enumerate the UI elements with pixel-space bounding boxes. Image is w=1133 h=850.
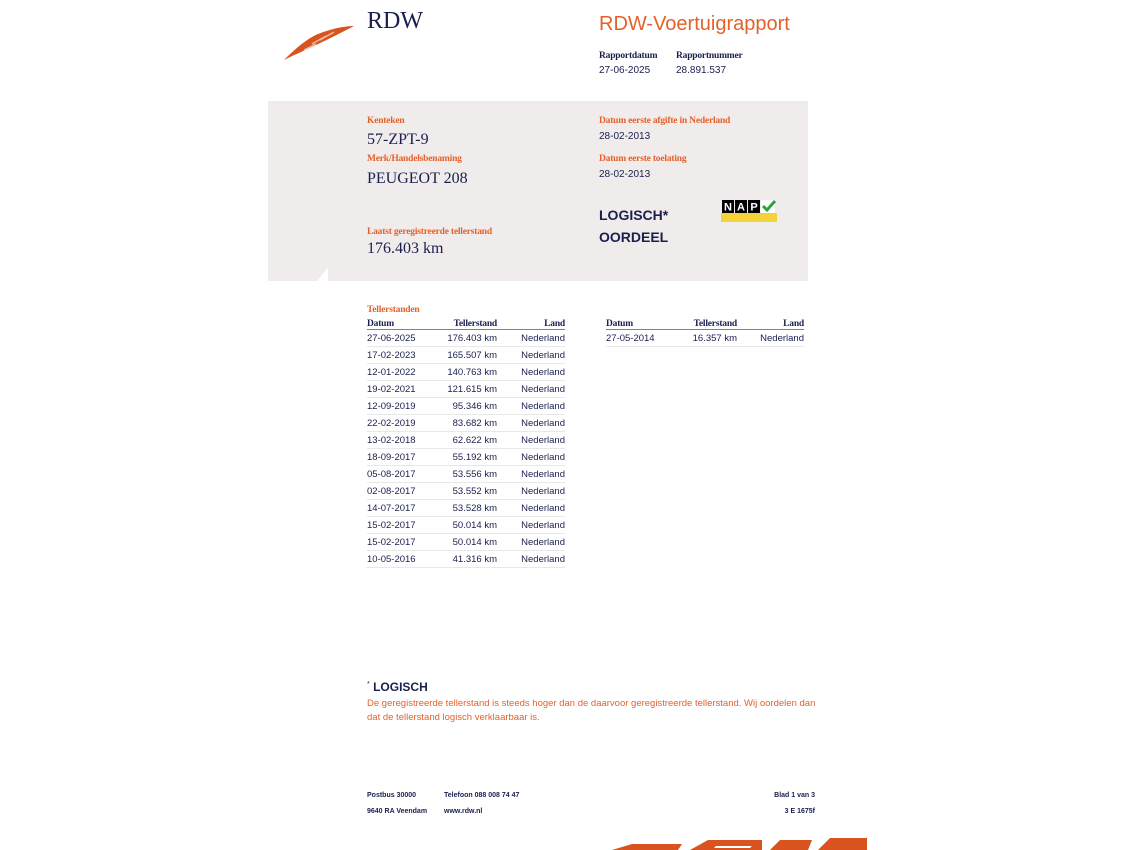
row-reading: 41.316 km	[442, 551, 497, 568]
first-registration-nl-label: Datum eerste afgifte in Nederland	[599, 116, 731, 126]
row-date: 02-08-2017	[367, 483, 442, 500]
col-reading-header: Tellerstand	[686, 319, 737, 330]
verdict	[599, 204, 668, 248]
table-row	[367, 347, 565, 364]
rdw-feather-logo-icon	[282, 22, 356, 62]
row-date: 19-02-2021	[367, 381, 442, 398]
nap-check-logo-icon	[721, 199, 777, 223]
table-header-row	[606, 319, 804, 330]
row-date: 27-06-2025	[367, 330, 442, 347]
first-registration-nl-value: 28-02-2013	[599, 131, 651, 142]
row-country: Nederland	[497, 551, 565, 568]
last-odometer-value: 176.403 km	[367, 240, 444, 257]
row-date: 27-05-2014	[606, 330, 686, 347]
table-row	[367, 415, 565, 432]
report-number-label: Rapportnummer	[676, 51, 743, 61]
table-row	[367, 432, 565, 449]
col-country-header: Land	[737, 319, 804, 330]
table-row	[367, 364, 565, 381]
table-row	[367, 398, 565, 415]
row-reading: 95.346 km	[442, 398, 497, 415]
row-country: Nederland	[497, 517, 565, 534]
report-number-value: 28.891.537	[676, 65, 727, 76]
table-row	[367, 551, 565, 568]
row-country: Nederland	[497, 432, 565, 449]
row-reading: 165.507 km	[442, 347, 497, 364]
plate-value: 57-ZPT-9	[367, 131, 429, 148]
row-reading: 55.192 km	[442, 449, 497, 466]
table-row	[367, 466, 565, 483]
footer-stripes-icon	[612, 836, 867, 850]
row-reading: 50.014 km	[442, 517, 497, 534]
row-reading: 53.552 km	[442, 483, 497, 500]
row-reading: 62.622 km	[442, 432, 497, 449]
verdict-line-1: LOGISCH*	[599, 207, 669, 223]
row-reading: 83.682 km	[442, 415, 497, 432]
row-reading: 50.014 km	[442, 534, 497, 551]
first-admission-label: Datum eerste toelating	[599, 154, 687, 164]
row-reading: 16.357 km	[686, 330, 737, 347]
table-row	[367, 500, 565, 517]
first-admission-value: 28-02-2013	[599, 169, 651, 180]
footer-po-box: Postbus 30000	[367, 792, 417, 799]
verdict-line-2: OORDEEL	[599, 229, 669, 245]
table-row	[367, 517, 565, 534]
row-country: Nederland	[497, 330, 565, 347]
row-country: Nederland	[497, 500, 565, 517]
row-date: 05-08-2017	[367, 466, 442, 483]
row-date: 15-02-2017	[367, 517, 442, 534]
col-date-header: Datum	[367, 319, 442, 330]
table-row	[606, 330, 804, 347]
row-date: 17-02-2023	[367, 347, 442, 364]
row-reading: 53.556 km	[442, 466, 497, 483]
row-date: 12-01-2022	[367, 364, 442, 381]
table-row	[367, 330, 565, 347]
row-country: Nederland	[497, 483, 565, 500]
table-row	[367, 381, 565, 398]
footnote-title	[367, 680, 428, 694]
row-date: 15-02-2017	[367, 534, 442, 551]
col-reading-header: Tellerstand	[442, 319, 497, 330]
row-reading: 121.615 km	[442, 381, 497, 398]
report-date-label: Rapportdatum	[599, 51, 658, 61]
row-date: 22-02-2019	[367, 415, 442, 432]
footnote-marker: *	[367, 681, 370, 688]
row-date: 14-07-2017	[367, 500, 442, 517]
footer-page-number: Blad 1 van 3	[774, 792, 815, 799]
row-date: 18-09-2017	[367, 449, 442, 466]
table-row	[367, 483, 565, 500]
row-date: 12-09-2019	[367, 398, 442, 415]
brand-name: RDW	[367, 8, 423, 34]
row-country: Nederland	[497, 534, 565, 551]
col-date-header: Datum	[606, 319, 686, 330]
report-title: RDW-Voertuigrapport	[599, 13, 790, 35]
make-label: Merk/Handelsbenaming	[367, 154, 462, 164]
footer-phone: Telefoon 088 008 74 47	[444, 792, 520, 799]
last-odometer-label: Laatst geregistreerde tellerstand	[367, 227, 492, 237]
nap-letter-a: A	[737, 201, 745, 214]
panel-notch	[268, 268, 328, 282]
row-country: Nederland	[497, 347, 565, 364]
nap-letter-p: P	[750, 201, 758, 214]
row-country: Nederland	[497, 381, 565, 398]
row-date: 10-05-2016	[367, 551, 442, 568]
row-country: Nederland	[497, 398, 565, 415]
footnote-title-text: LOGISCH	[373, 680, 428, 694]
footnote-text: De geregistreerde tellerstand is steeds hoger dan de daarvoor geregistreerde tellerstand. Wij oordelen dan dat de tellerstand logisch verklaarbaar is.	[367, 698, 816, 723]
plate-label: Kenteken	[367, 116, 405, 126]
report-date-value: 27-06-2025	[599, 65, 651, 76]
odometer-table-left	[367, 319, 565, 568]
footer-web: www.rdw.nl	[444, 808, 483, 815]
footer-city: 9640 RA Veendam	[367, 808, 428, 815]
row-country: Nederland	[497, 364, 565, 381]
row-country: Nederland	[497, 415, 565, 432]
nap-letter-n: N	[724, 201, 732, 214]
row-date: 13-02-2018	[367, 432, 442, 449]
table-row	[367, 449, 565, 466]
make-value: PEUGEOT 208	[367, 170, 468, 187]
row-reading: 176.403 km	[442, 330, 497, 347]
row-reading: 53.528 km	[442, 500, 497, 517]
row-country: Nederland	[497, 466, 565, 483]
summary-panel	[268, 101, 808, 281]
table-row	[367, 534, 565, 551]
odometer-table-right	[606, 319, 804, 347]
col-country-header: Land	[497, 319, 565, 330]
odometer-table-title: Tellerstanden	[367, 305, 420, 315]
row-reading: 140.763 km	[442, 364, 497, 381]
row-country: Nederland	[737, 330, 804, 347]
row-country: Nederland	[497, 449, 565, 466]
table-header-row	[367, 319, 565, 330]
footer-document-code: 3 E 1675f	[784, 808, 815, 815]
